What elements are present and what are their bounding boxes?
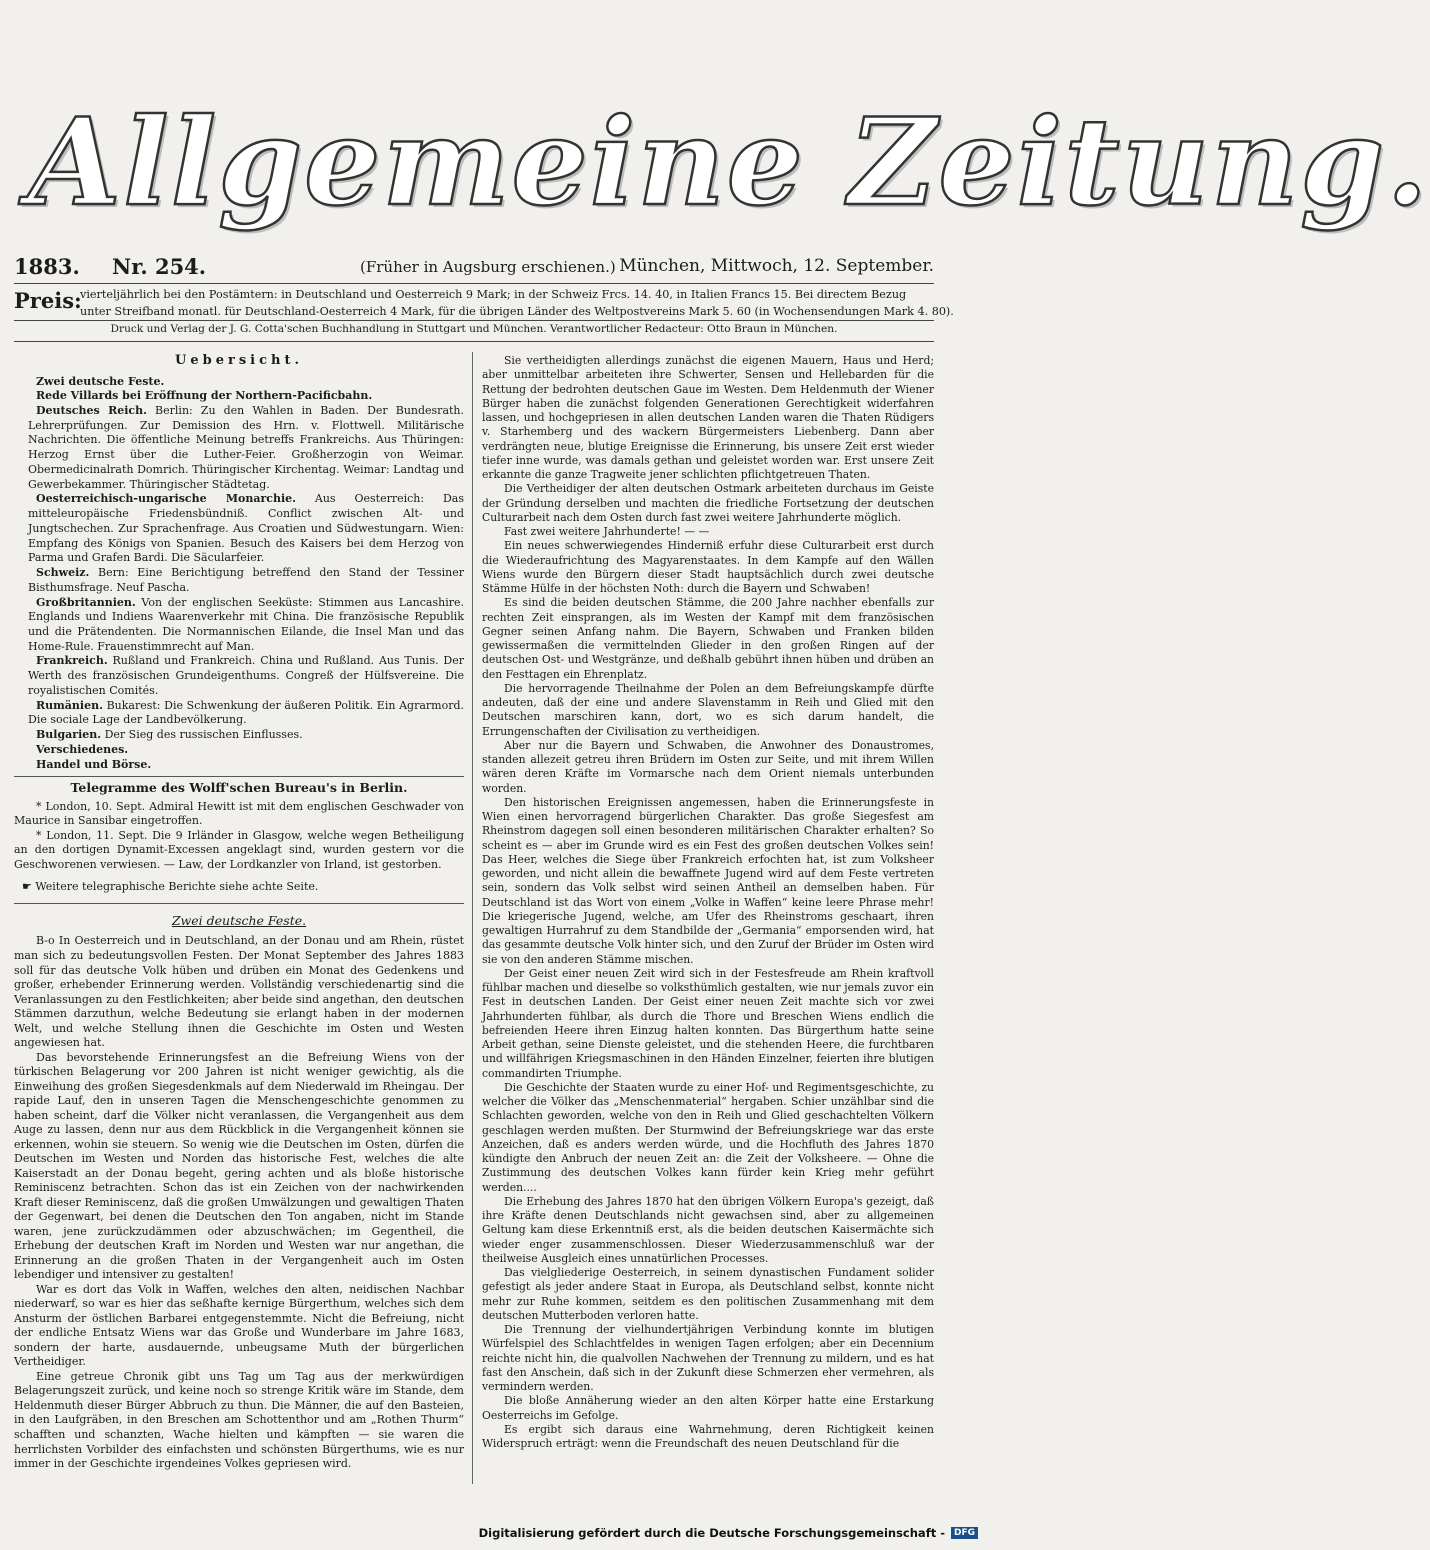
overview-item-label: Schweiz. [36,566,90,580]
overview-item-label: Rede Villards bei Eröffnung der Northern-Pacificbahn. [36,389,373,403]
dfg-logo: DFG [951,1527,978,1539]
overview-item-label: Verschiedenes. [36,742,129,756]
overview-heading: Uebersicht. [175,353,303,368]
place-date: München, Mittwoch, 12. September. [619,256,934,276]
article-paragraph: Das vielgliederige Oesterreich, in seinem dynastischen Fundament solider gefestigt als jeder andere Staat in Europa, als Deutschland selbst, konnte nicht mehr zur Ruhe kommen, seitdem es den politischen Zusammenhang mit dem deutschen Mutterboden verloren hatte. [482,1266,934,1322]
article-paragraph: Die bloße Annäherung wieder an den alten Körper hatte eine Erstarkung Oesterreichs im Gefolge. [482,1394,934,1422]
article-paragraph: Sie vertheidigten allerdings zunächst die eigenen Mauern, Haus und Herd; aber unmittelbar arbeiteten ihre Schwerter, Sensen und Hellebarden für die Rettung der bedrohten deutschen Gaue im Westen. Dem Heldenmuth der Wiener Bürger haben die zunächst folgenden Generationen Gerechtigkeit widerfahren lassen, und hochgepriesen in allen deutschen Landen waren die Thaten Rüdigers v. Starhemberg und des wackern Bürgermeisters Liebenberg. Dann aber verdrängten neue, blutige Ereignisse die Erinnerung, bis unsere Zeit erst wieder tiefer inne wurde, was damals gethan und geleistet worden war. Erst unsere Zeit erkannte die ganze Tragweite jener schlichten pflichtgetreuen Thaten. [482,354,934,481]
article-paragraph: Es ergibt sich daraus eine Wahrnehmung, deren Richtigkeit keinen Widerspruch erträgt: wenn die Freundschaft des neuen Deutschland für die [482,1422,934,1450]
overview-item-text: Von der englischen Seeküste: Stimmen aus Lancashire. Englands und Indiens Waarenverkehr mit China. Die französische Republik und die Prätendenten. Die Normannischen Eilande, die Insel Man und das Home-Rule. Frauenstimmrecht auf Man. [28,595,464,653]
article-paragraph: Die Erhebung des Jahres 1870 hat den übrigen Völkern Europa's gezeigt, daß ihre Kräfte denen Deutschlands nicht gewachsen sind, aber zu allgemeinen Geltung kam diese Erkenntniß erst, als die beiden deutschen Kaisermächte sich wieder enger zusammenschlossen. Dieser Wiederzusammenschluß war der theilweise Ausgleich eines unnatürlichen Processes. [482,1194,934,1265]
overview-list [14,375,464,773]
overview-item-text: Bern: Eine Berichtigung betreffend den Stand der Tessiner Bisthumsfrage. Neuf Pascha. [28,566,464,594]
overview-item-label: Deutsches Reich. [36,403,147,417]
divider [14,341,934,342]
divider [14,903,464,904]
article-paragraph: Die hervorragende Theilnahme der Polen an dem Befreiungskampfe dürfte andeuten, daß der eine und andere Slavenstamm in Reih und Glied mit den Deutschen marschiren kann, dort, wo es sich darum handelt, die Errungenschaften der Civilisation zu vertheidigen. [482,681,934,738]
overview-item [14,596,464,655]
overview-item [14,389,464,404]
telegram-pointer: ☛ Weitere telegraphische Berichte siehe achte Seite. [22,880,319,894]
price-line-2: unter Streifband monatl. für Deutschland-Oesterreich 4 Mark, für die übrigen Länder des Weltpostvereins Mark 5. 60 (in Wochensendungen Mark 4. 80). [80,305,954,318]
footer-credit [479,1526,978,1540]
article-paragraph: Den historischen Ereignissen angemessen, haben die Erinnerungsfeste in Wien einen hervorragend bürgerlichen Charakter. Das große Siegesfest am Rheinstrom dagegen soll einen besonderen militärischen Charakter erhalten? So scheint es — aber im Grunde wird es ein Fest des großen deutschen Volkes sein! Das Heer, welches die Siege über Frankreich erfochten hat, ist zum Volksheer geworden, und nicht allein die bewaffnete Jugend wird auf dem Feste vertreten sein, sondern das Volk selbst wird seinen Antheil an demselben haben. Für Deutschland ist das Wort von einem „Volke in Waffen“ keine leere Phrase mehr! Die kriegerische Jugend, welche, am Ufer des Rheinstroms geschaart, ihren gewaltigen Hurrahruf zu dem Standbilde der „Germania“ emporsenden wird, hat das gesammte deutsche Volk hinter sich, und den Zuruf der Brüder im Osten wird sie von den anderen Stämme mischen. [482,795,934,966]
masthead [28,78,1430,248]
overview-item [14,699,464,728]
overview-item-text: Aus Oesterreich: Das mitteleuropäische Friedensbündniß. Conflict zwischen Alt- und Jungtschechen. Zur Sprachenfrage. Aus Croatien und Südwestungarn. Wien: Empfang des Königs von Spanien. Besuch des Kaisers bei dem Herzog von Parma und Grafen Bardi. Die Säcularfeier. [28,492,464,565]
overview-item-label: Großbritannien. [36,595,136,609]
article-paragraph: Der Geist einer neuen Zeit wird sich in der Festesfreude am Rhein kraftvoll fühlbar machen und dieselbe so volksthümlich gestalten, wie nur jemals zuvor ein Fest in deutschen Landen. Der Geist einer neuen Zeit machte sich vor zwei Jahrhunderten fühlbar, als durch die Thore und Breschen Wiens endlich die befreienden Heere ihren Einzug halten konnten. Das Bürgerthum hatte seine Arbeit gethan, seine Dienste geleistet, und die stehenden Heere, die furchtbaren und willfährigen Kriegsmaschinen in den Händen Einzelner, feierten ihre blutigen commandirten Triumphe. [482,966,934,1080]
overview-item-text: Bukarest: Die Schwenkung der äußeren Politik. Ein Agrarmord. Die sociale Lage der Landbevölkerung. [28,698,464,727]
article-paragraph: Das bevorstehende Erinnerungsfest an die Befreiung Wiens von der türkischen Belagerung vor 200 Jahren ist nicht weniger gewichtig, als die Einweihung des großen Siegesdenkmals auf dem Niederwald im Rheingau. Der rapide Lauf, den in unseren Tagen die Menschengeschichte genommen zu haben scheint, darf die Völker nicht veranlassen, die Vergangenheit aus dem Auge zu lassen, denn nur aus dem Rückblick in die Vergangenheit können sie erkennen, wohin sie steuern. So wenig wie die Deutschen im Osten, dürfen die Deutschen im Westen und Norden das historische Fest, welches die alte Kaiserstadt an der Donau begeht, gering achten und als bloße historische Reminiscenz betrachten. Schon das ist ein Zeichen von der nachwirkenden Kraft dieser Reminiscenz, daß die großen Umwälzungen und gewaltigen Thaten der Gegenwart, bei denen die Deutschen den Ton angaben, nicht im Stande waren, jene zurückzudämmen oder abzuschwächen; im Gegentheil, die Erhebung der deutschen Kraft im Norden und Westen war nur angethan, die Erinnerung an die großen Thaten in der Vergangenheit auch im Osten lebendiger und intensiver zu gestalten! [14,1050,464,1282]
left-column [14,354,464,1472]
subtitle: (Früher in Augsburg erschienen.) [360,258,616,276]
overview-item [14,566,464,595]
overview-item-label: Handel und Börse. [36,757,152,771]
overview-item [14,654,464,698]
article-paragraph: War es dort das Volk in Waffen, welches den alten, neidischen Nachbar niederwarf, so war es hier das seßhafte kernige Bürgerthum, welches sich dem Ansturm der östlichen Barbarei entgegenstemmte. Nicht die Befreiung, nicht der endliche Entsatz Wiens war das Große und Wunderbare im Jahre 1683, sondern der harte, ausdauernde, unbeugsame Muth der bürgerlichen Vertheidiger. [14,1282,464,1369]
article-paragraph: Die Trennung der vielhundertjährigen Verbindung konnte im blutigen Würfelspiel des Schlachtfeldes in wenigen Tagen erfolgen; aber ein Decennium reichte nicht hin, die qualvollen Nachwehen der Trennung zu mildern, und es hat fast den Anschein, daß sich in der Zukunft diese Schmerzen eher vermehren, als vermindern werden. [482,1323,934,1393]
overview-item [14,728,464,743]
telegram-item: * London, 10. Sept. Admiral Hewitt ist mit dem englischen Geschwader von Maurice in Sansibar eingetroffen. [14,799,464,828]
overview-item [14,743,464,758]
article-paragraph: Es sind die beiden deutschen Stämme, die 200 Jahre nachher ebenfalls zur rechten Zeit einsprangen, als im Westen der Kampf mit dem französischen Gegner seinen Anfang nahm. Die Bayern, Schwaben und Franken bilden gewissermaßen die vermittelnden Glieder in den großen Ringen auf der deutschen Ost- und Westgränze, und deßhalb gebührt ihnen hüben und drüben an den Festtagen ein Ehrenplatz. [482,596,934,681]
article-paragraph: Fast zwei weitere Jahrhunderte! — — [504,525,710,538]
masthead-title: Allgemeine Zeitung. [28,92,1430,233]
article-paragraph: Eine getreue Chronik gibt uns Tag um Tag aus der merkwürdigen Belagerungszeit zurück, und keine noch so strenge Kritik wäre im Stande, dem Heldenmuth dieser Bürger Abbruch zu thun. Die Männer, die auf den Basteien, in den Laufgräben, in den Breschen am Schottenthor und am „Rothen Thurm“ schafften und schanzten, Wache hielten und kämpften — sie waren die herrlichsten Vorbilder des einfachsten und schönsten Bürgerthums, wie es nur immer in der Geschichte irgendeines Volkes gepriesen wird. [14,1369,464,1471]
divider [14,776,464,777]
divider [14,283,934,284]
issue-year: 1883. [14,254,80,279]
telegram-item: * London, 11. Sept. Die 9 Irländer in Glasgow, welche wegen Betheiligung an den dortigen Dynamit-Excessen angeklagt sind, wurden gestern vor die Geschworenen verwiesen. — Law, der Lordkanzler von Irland, ist gestorben. [14,828,464,871]
article-paragraph: Die Geschichte der Staaten wurde zu einer Hof- und Regimentsgeschichte, zu welcher die Völker das „Menschenmaterial“ hergaben. Schier unzählbar sind die Schlachten geworden, welche von den in Reih und Glied geschachtelten Völkern geschlagen werden mußten. Der Sturmwind der Befreiungskriege war das erste Anzeichen, daß es anders werden würde, und die Hochfluth des Jahres 1870 kündigte den Anbruch der neuen Zeit an: die Zeit der Volksheere. — Ohne die Zustimmung des deutschen Volkes kann fürder kein Krieg mehr geführt werden.... [482,1080,934,1194]
overview-item [14,375,464,390]
article-paragraph: B-o In Oesterreich und in Deutschland, an der Donau und am Rhein, rüstet man sich zu bedeutungsvollen Festen. Der Monat September des Jahres 1883 soll für das deutsche Volk hüben und drüben ein Monat des Gedenkens und großer, erhebender Erinnerung werden. Vollständig verschiedenartig sind die Veranlassungen zu den Festlichkeiten; aber beide sind angethan, den deutschen Stämmen darzuthun, welche Bedeutung sie erlangt haben in der modernen Welt, und welche Stellung ihnen die Geschichte im Osten und Westen angewiesen hat. [14,934,464,1050]
overview-item-text: Berlin: Zu den Wahlen in Baden. Der Bundesrath. Lehrerprüfungen. Zur Demission des Hrn. v. Flottwell. Militärische Nachrichten. Die öffentliche Meinung betreffs Frankreichs. Aus Thüringen: Herzog Ernst über die Luther-Feier. Großherzogin von Weimar. Obermedicinalrath Domrich. Thüringischer Kirchentag. Weimar: Landtag und Gewerbekammer. Thüringischer Städtetag. [28,403,464,491]
overview-item [14,404,464,492]
column-separator [472,352,473,1484]
overview-item-text: Rußland und Frankreich. China und Rußland. Aus Tunis. Der Werth des französischen Grundeigenthums. Congreß der Hülfsvereine. Die royalistischen Comités. [28,654,464,697]
price-text [80,286,954,320]
overview-item-text: Der Sieg des russischen Einflusses. [101,728,303,742]
article-paragraph: Ein neues schwerwiegendes Hinderniß erfuhr diese Culturarbeit erst durch die Wiederaufrichtung des Magyarenstaates. In dem Kampfe auf den Wällen Wiens wurde den Bürgern dieser Stadt hauptsächlich durch zwei deutsche Stämme Hülfe in der höchsten Noth: durch die Bayern und Schwaben! [482,539,934,595]
overview-item-label: Zwei deutsche Feste. [36,374,165,388]
telegram-list [14,800,464,873]
article-paragraph: Die Vertheidiger der alten deutschen Ostmark arbeiteten durchaus im Geiste der Gründung derselben und machten die friedliche Fortsetzung der deutschen Culturarbeit nach dem Osten durch fast zwei weitere Jahrhunderte möglich. [482,482,934,524]
overview-item-label: Bulgarien. [36,728,102,742]
article-paragraph: Aber nur die Bayern und Schwaben, die Anwohner des Donaustromes, standen allezeit getreu ihren Brüdern im Osten zur Seite, und mit ihrem Willen wären deren Kräfte im Vormarsche nach dem Orient niemals unterbunden worden. [482,738,934,795]
telegrams-heading: Telegramme des Wolff'schen Bureau's in Berlin. [70,780,408,796]
dateline [14,254,934,284]
overview-item [14,758,464,773]
overview-item-label: Rumänien. [36,698,103,712]
price-label: Preis: [14,288,82,313]
imprint: Druck und Verlag der J. G. Cotta'schen Buchhandlung in Stuttgart und München. Verantwortlicher Redacteur: Otto Braun in München. [110,323,838,335]
footer-text: Digitalisierung gefördert durch die Deutsche Forschungsgemeinschaft - [478,1526,945,1540]
price-line-1: vierteljährlich bei den Postämtern: in Deutschland und Oesterreich 9 Mark; in der Schweiz Frcs. 14. 40, in Italien Francs 15. Bei directem Bezug [80,288,907,301]
right-column [482,354,934,1451]
overview-item [14,492,464,566]
overview-item-label: Frankreich. [36,654,108,668]
article-left-text [14,934,464,1471]
issue-number: Nr. 254. [112,254,207,279]
article-heading: Zwei deutsche Feste. [171,912,307,928]
price-box [14,286,954,324]
article-right-text [482,354,934,1451]
divider [14,320,934,321]
overview-item-label: Oesterreichisch-ungarische Monarchie. [36,492,296,506]
